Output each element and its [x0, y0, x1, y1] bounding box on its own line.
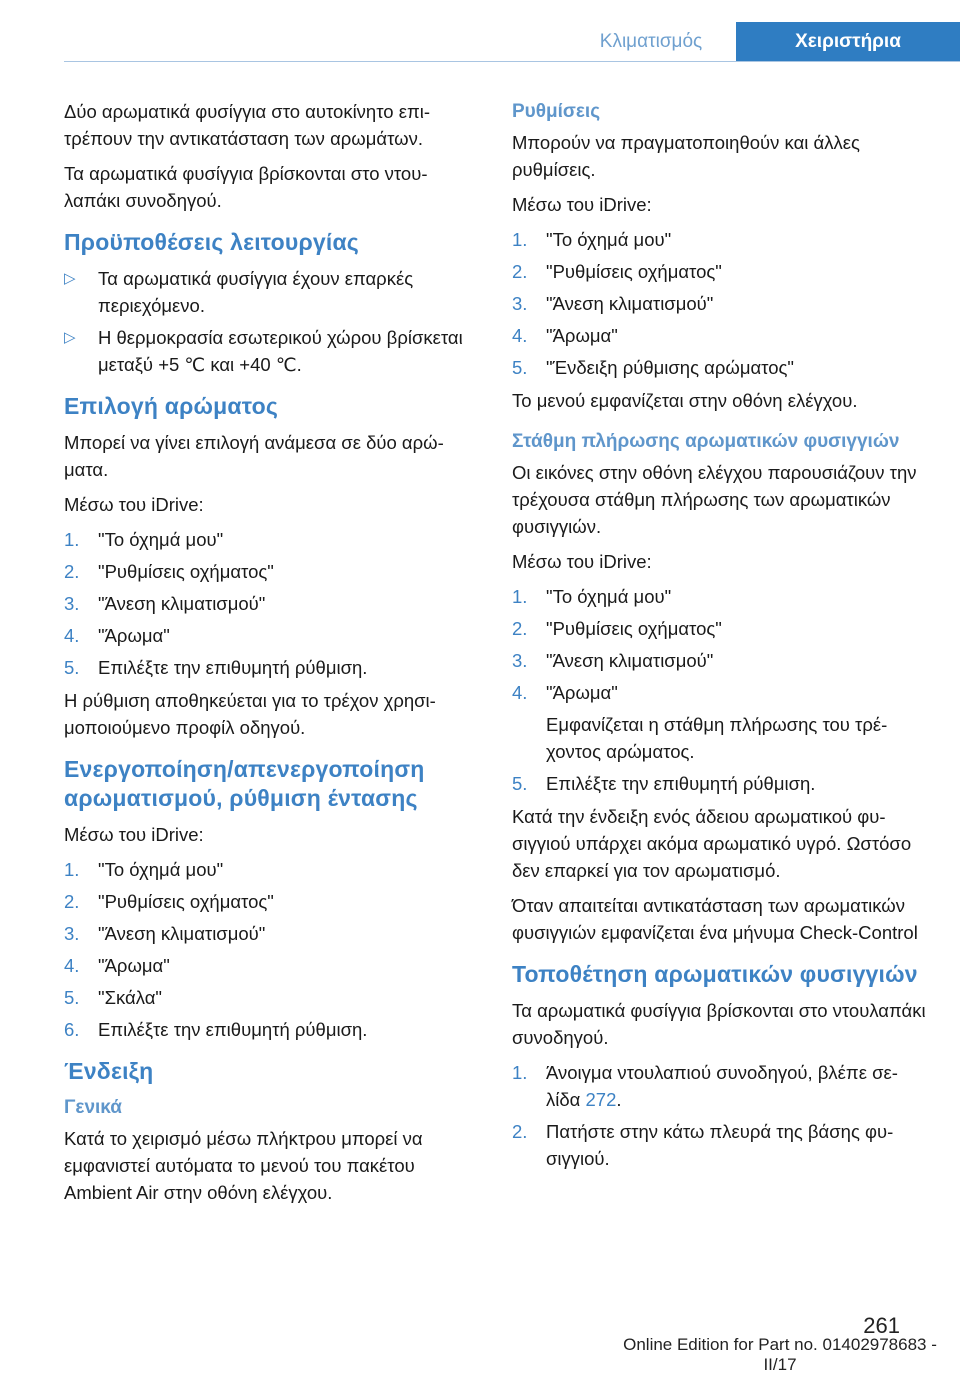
activation-via: Μέσω του iDrive: — [64, 824, 204, 845]
list-item: 1. "Το όχημά μου" — [64, 529, 224, 550]
list-item: 1. "Το όχημά μου" — [512, 229, 672, 250]
left-column — [64, 98, 474, 1214]
fill-text: Οι εικόνες στην οθόνη ελέγχου παρουσιάζουν την τρέχουσα στάθμη πλήρωσης των αρωματικών φυσιγγιών. — [512, 462, 917, 537]
list-item: 3. "Άνεση κλιματισμού" — [512, 293, 714, 314]
list-item: 5. Επιλέξτε την επιθυμητή ρύθμιση. — [512, 773, 816, 794]
heading-general: Γενικά — [64, 1097, 122, 1118]
list-item: 4. "Άρωμα" — [512, 325, 618, 346]
triangle-bullet-icon: ▷ — [64, 329, 76, 346]
list-item: 3. "Άνεση κλιματισμού" — [512, 650, 714, 671]
triangle-bullet-icon: ▷ — [64, 270, 76, 287]
placement-steps — [512, 1059, 926, 1172]
heading-fill-level: Στάθμη πλήρωσης αρωματικών φυσιγγιών — [512, 431, 900, 452]
page-link[interactable]: 272 — [585, 1089, 617, 1110]
header-rule — [64, 61, 960, 62]
fill-note-2: Όταν απαιτείται αντικατάσταση των αρωματικών φυσιγγιών εμφανίζεται ένα μήνυμα Check-Control — [512, 895, 918, 943]
list-item: 3. "Άνεση κλιματισμού" — [64, 923, 266, 944]
settings-text: Μπορούν να πραγματοποιηθούν και άλλες ρυθμίσεις. — [512, 132, 860, 180]
page-number: 261 — [863, 1313, 900, 1338]
activation-steps — [64, 856, 474, 1043]
list-item: ▷ Τα αρωματικά φυσίγγια έχουν επαρκές περιεχόμενο. — [64, 265, 474, 319]
settings-note: Το μενού εμφανίζεται στην οθόνη ελέγχου. — [512, 390, 858, 411]
step-subnote: Εμφανίζεται η στάθμη πλήρωσης του τρέχοντος αρώματος. — [546, 714, 888, 762]
list-item: 3. "Άνεση κλιματισμού" — [64, 593, 266, 614]
general-text: Κατά το χειρισμό μέσω πλήκτρου μπορεί να εμφανιστεί αυτόματα το μενού του πακέτου Ambient Air στην οθόνη ελέγχου. — [64, 1128, 423, 1203]
fill-note-1: Κατά την ένδειξη ενός άδειου αρωματικού φυσιγγιού υπάρχει ακόμα αρωματικό υγρό. Ωστόσο δεν επαρκεί για τον αρωματισμό. — [512, 806, 912, 881]
heading-conditions: Προϋποθέσεις λειτουργίας — [64, 229, 359, 255]
list-item: 1. "Το όχημά μου" — [64, 859, 224, 880]
header-tab-climate[interactable]: Κλιματισμός — [599, 31, 703, 52]
heading-display: Ένδειξη — [64, 1058, 154, 1084]
list-item: 6. Επιλέξτε την επιθυμητή ρύθμιση. — [64, 1019, 368, 1040]
list-item: 4. "Άρωμα" Εμφανίζεται η στάθμη πλήρωσης του τρέχοντος αρώματος. — [512, 679, 926, 765]
fill-via: Μέσω του iDrive: — [512, 551, 652, 572]
list-item: ▷ Η θερμοκρασία εσωτερικού χώρου βρίσκεται μεταξύ +5 ℃ και +40 ℃. — [64, 324, 474, 378]
heading-fragrance-selection: Επιλογή αρώματος — [64, 393, 278, 419]
header-tab-controls[interactable]: Χειριστήρια — [736, 22, 960, 62]
fill-steps — [512, 583, 926, 797]
list-item: 1. Άνοιγμα ντουλαπιού συνοδηγού, βλέπε σελίδα 272. — [512, 1062, 898, 1110]
list-item: 2. "Ρυθμίσεις οχήματος" — [512, 618, 722, 639]
settings-via: Μέσω του iDrive: — [512, 194, 652, 215]
list-item: 5. "Σκάλα" — [64, 987, 162, 1008]
placement-text: Τα αρωματικά φυσίγγια βρίσκονται στο ντουλαπάκι συνοδηγού. — [512, 1000, 926, 1048]
heading-activation: Ενεργοποίηση/απενεργοποίηση αρωματισμού, ρύθμιση έντασης — [64, 756, 425, 811]
footer-edition: Online Edition for Part no. 01402978683 - II/17 — [623, 1335, 937, 1374]
settings-steps — [512, 226, 926, 381]
heading-placement: Τοποθέτηση αρωματικών φυσιγγιών — [512, 961, 918, 987]
right-column — [512, 98, 926, 1178]
selection-text: Μπορεί να γίνει επιλογή ανάμεσα σε δύο αρώματα. — [64, 432, 444, 480]
list-item: 5. "Ένδειξη ρύθμισης αρώματος" — [512, 357, 794, 378]
list-item: 5. Επιλέξτε την επιθυμητή ρύθμιση. — [64, 657, 368, 678]
selection-via: Μέσω του iDrive: — [64, 494, 204, 515]
intro-paragraph-2: Τα αρωματικά φυσίγγια βρίσκονται στο ντουλαπάκι συνοδηγού. — [64, 163, 428, 211]
list-item: 4. "Άρωμα" — [64, 955, 170, 976]
list-item: 1. "Το όχημά μου" — [512, 586, 672, 607]
list-item: 4. "Άρωμα" — [64, 625, 170, 646]
list-item: 2. Πατήστε στην κάτω πλευρά της βάσης φυσιγγιού. — [512, 1121, 894, 1169]
intro-paragraph-1: Δύο αρωματικά φυσίγγια στο αυτοκίνητο επιτρέπουν την αντικατάσταση των αρωμάτων. — [64, 101, 430, 149]
conditions-list — [64, 265, 474, 378]
selection-note: Η ρύθμιση αποθηκεύεται για το τρέχον χρησιμοποιούμενο προφίλ οδηγού. — [64, 690, 436, 738]
heading-settings: Ρυθμίσεις — [512, 101, 601, 122]
list-item: 2. "Ρυθμίσεις οχήματος" — [64, 891, 274, 912]
selection-steps — [64, 526, 474, 681]
list-item: 2. "Ρυθμίσεις οχήματος" — [64, 561, 274, 582]
list-item: 2. "Ρυθμίσεις οχήματος" — [512, 261, 722, 282]
